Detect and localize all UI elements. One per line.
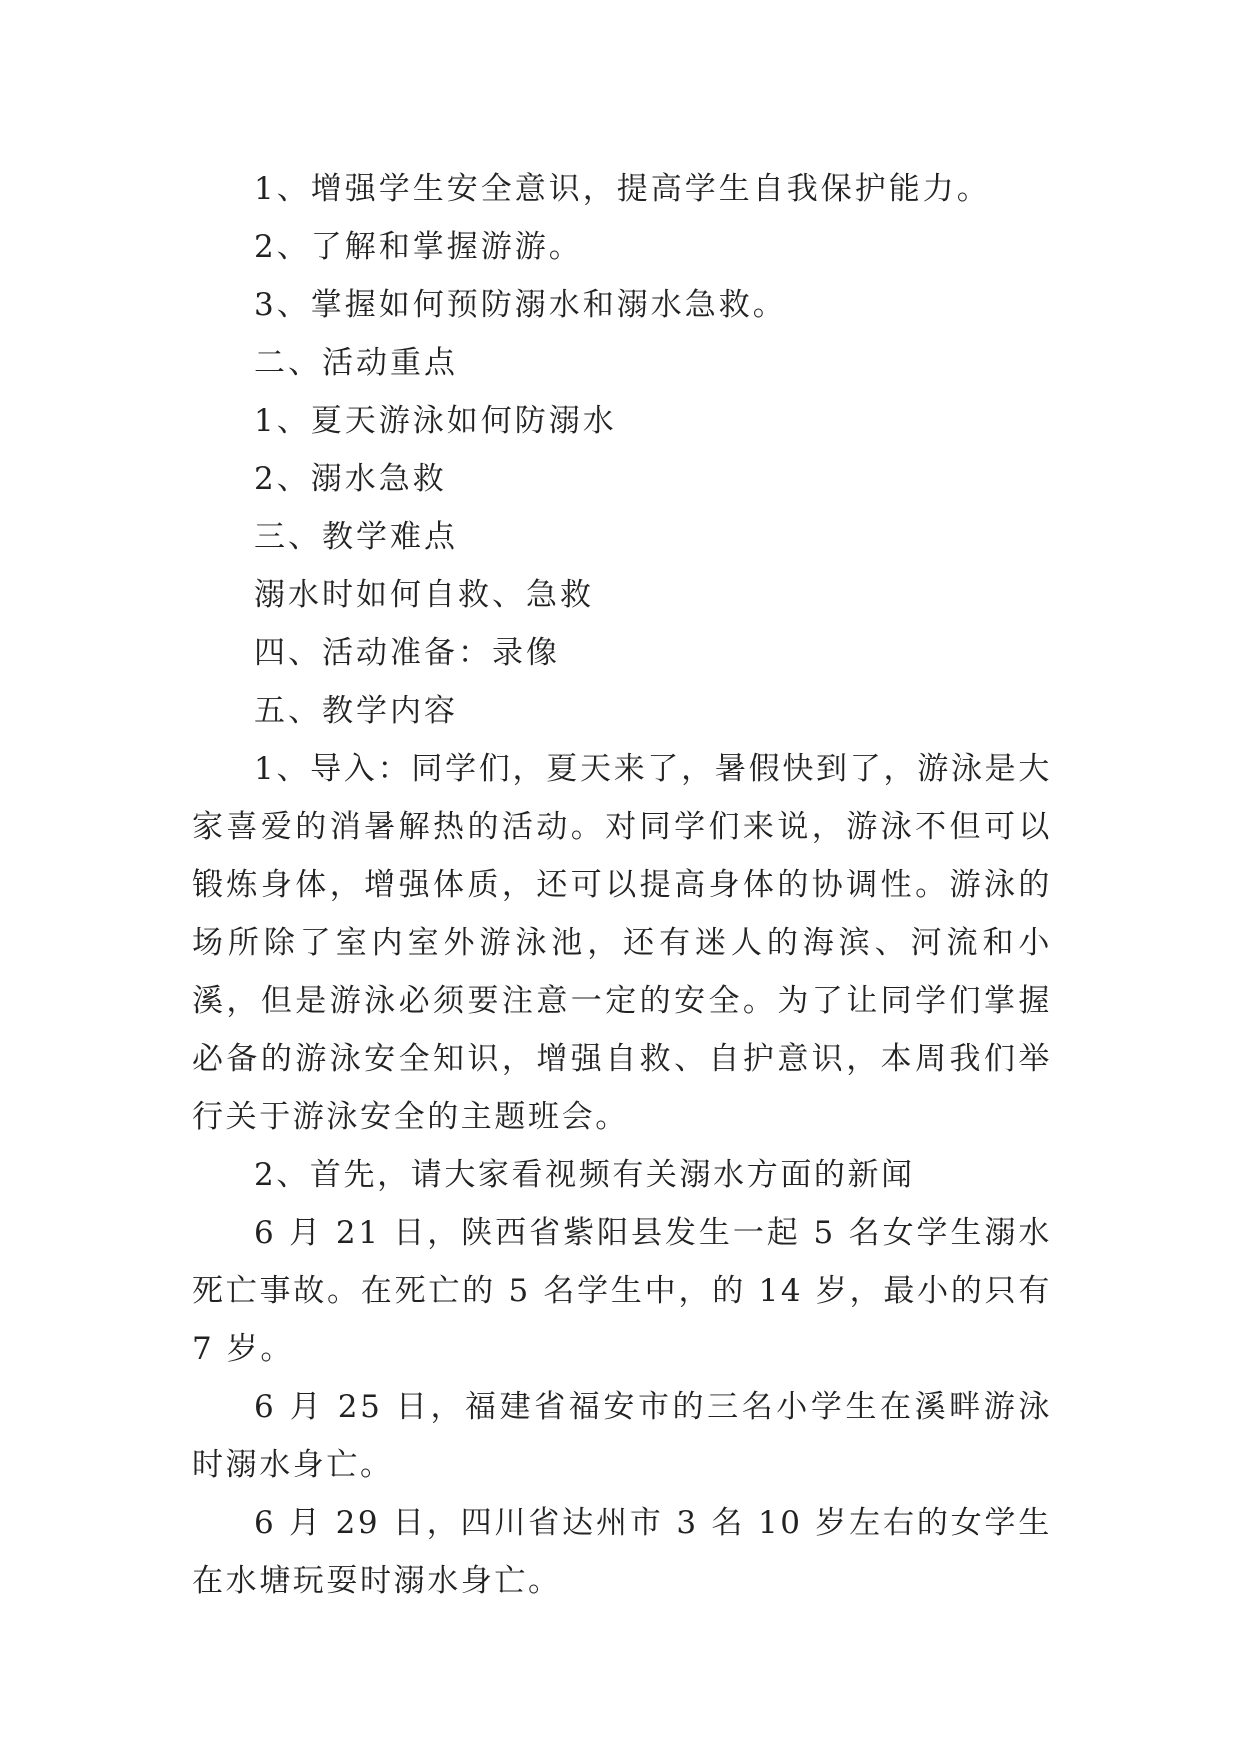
objective-2: 2、了解和掌握游游。 <box>254 229 583 265</box>
news-item-3: 6 月 29 日，四川省达州市 3 名 10 岁左右的女学生在水塘玩耍时溺水身亡。 <box>192 1505 1052 1599</box>
news-item-1: 6 月 21 日，陕西省紫阳县发生一起 5 名女学生溺水死亡事故。在死亡的 5 名学生中，的 14 岁，最小的只有 7 岁。 <box>192 1215 1052 1367</box>
news-intro-paragraph: 2、首先，请大家看视频有关溺水方面的新闻 <box>254 1157 915 1193</box>
objective-1: 1、增强学生安全意识，提高学生自我保护能力。 <box>254 171 991 207</box>
document-body <box>192 160 1052 1610</box>
difficulty-text: 溺水时如何自救、急救 <box>254 577 594 613</box>
section-heading-preparation: 四、活动准备：录像 <box>254 635 560 671</box>
focus-item-2: 2、溺水急救 <box>254 461 447 497</box>
news-item-2: 6 月 25 日，福建省福安市的三名小学生在溪畔游泳时溺水身亡。 <box>192 1389 1052 1483</box>
focus-item-1: 1、夏天游泳如何防溺水 <box>254 403 617 439</box>
objective-3: 3、掌握如何预防溺水和溺水急救。 <box>254 287 787 323</box>
intro-paragraph: 1、导入：同学们，夏天来了，暑假快到了，游泳是大家喜爱的消暑解热的活动。对同学们来说，游泳不但可以锻炼身体，增强体质，还可以提高身体的协调性。游泳的场所除了室内室外游泳池，还有迷人的海滨、河流和小溪，但是游泳必须要注意一定的安全。为了让同学们掌握必备的游泳安全知识，增强自救、自护意识，本周我们举行关于游泳安全的主题班会。 <box>192 751 1052 1135</box>
section-heading-difficulty: 三、教学难点 <box>254 519 458 555</box>
section-heading-activity-focus: 二、活动重点 <box>254 345 458 381</box>
section-heading-content: 五、教学内容 <box>254 693 458 729</box>
